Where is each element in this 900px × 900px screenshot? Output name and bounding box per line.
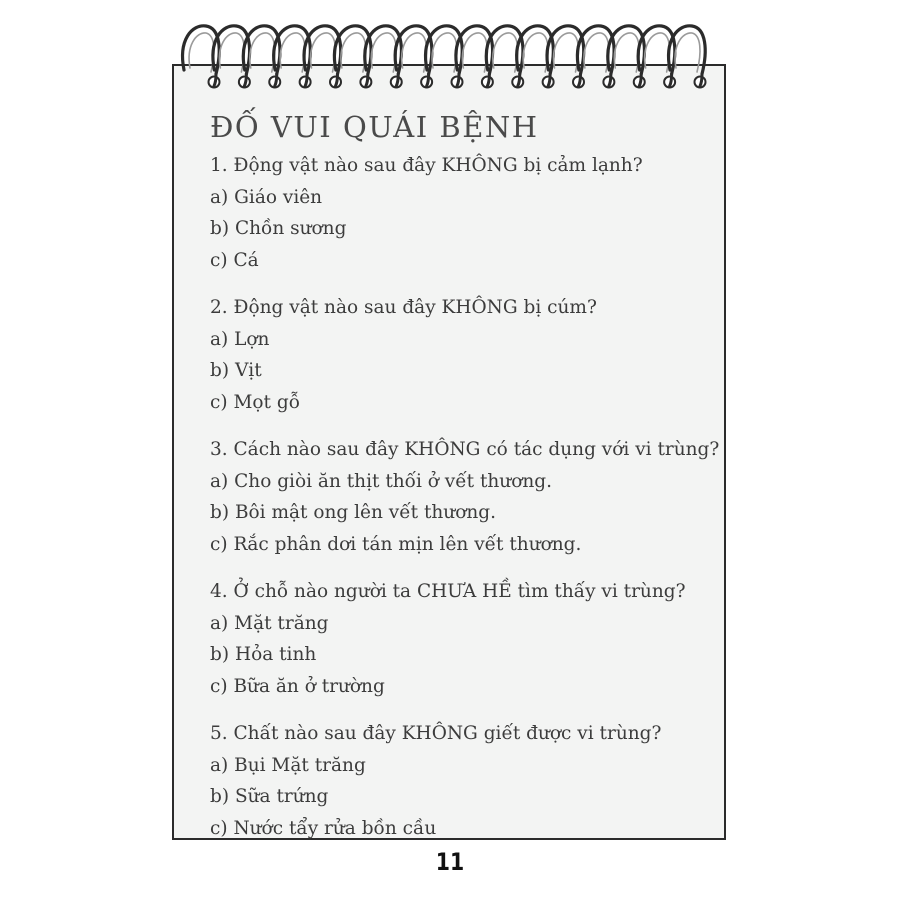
question-block-3	[210, 434, 720, 560]
option-3c: c) Rắc phân dơi tán mịn lên vết thương.	[210, 533, 582, 555]
option-4b: b) Hỏa tinh	[210, 644, 317, 665]
question-2: 2. Động vật nào sau đây KHÔNG bị cúm?	[210, 297, 597, 318]
page-title: ĐỐ VUI QUÁI BỆNH	[210, 110, 539, 144]
option-5c: c) Nước tẩy rửa bồn cầu	[210, 817, 437, 839]
option-1b: b) Chồn sương	[210, 218, 347, 239]
option-1c: c) Cá	[210, 249, 259, 271]
question-1: 1. Động vật nào sau đây KHÔNG bị cảm lạnh?	[210, 155, 643, 176]
option-2a: a) Lợn	[210, 328, 270, 350]
option-3a: a) Cho giòi ăn thịt thối ở vết thương.	[210, 470, 552, 492]
page-number: 11	[435, 848, 465, 876]
option-5b: b) Sữa trứng	[210, 786, 329, 807]
question-block-5	[210, 718, 720, 844]
question-block-4	[210, 576, 720, 702]
option-2c: c) Mọt gỗ	[210, 391, 301, 413]
question-5: 5. Chất nào sau đây KHÔNG giết được vi trùng?	[210, 723, 662, 744]
option-4c: c) Bữa ăn ở trường	[210, 675, 385, 697]
question-4: 4. Ở chỗ nào người ta CHƯA HỀ tìm thấy vi trùng?	[210, 581, 686, 602]
question-3: 3. Cách nào sau đây KHÔNG có tác dụng với vi trùng?	[210, 439, 720, 460]
option-3b: b) Bôi mật ong lên vết thương.	[210, 502, 496, 523]
option-4a: a) Mặt trăng	[210, 612, 329, 634]
option-1a: a) Giáo viên	[210, 186, 323, 208]
question-block-2	[210, 292, 720, 418]
question-block-1	[210, 150, 720, 276]
option-5a: a) Bụi Mặt trăng	[210, 754, 366, 776]
option-2b: b) Vịt	[210, 360, 262, 381]
quiz-content	[210, 150, 720, 860]
